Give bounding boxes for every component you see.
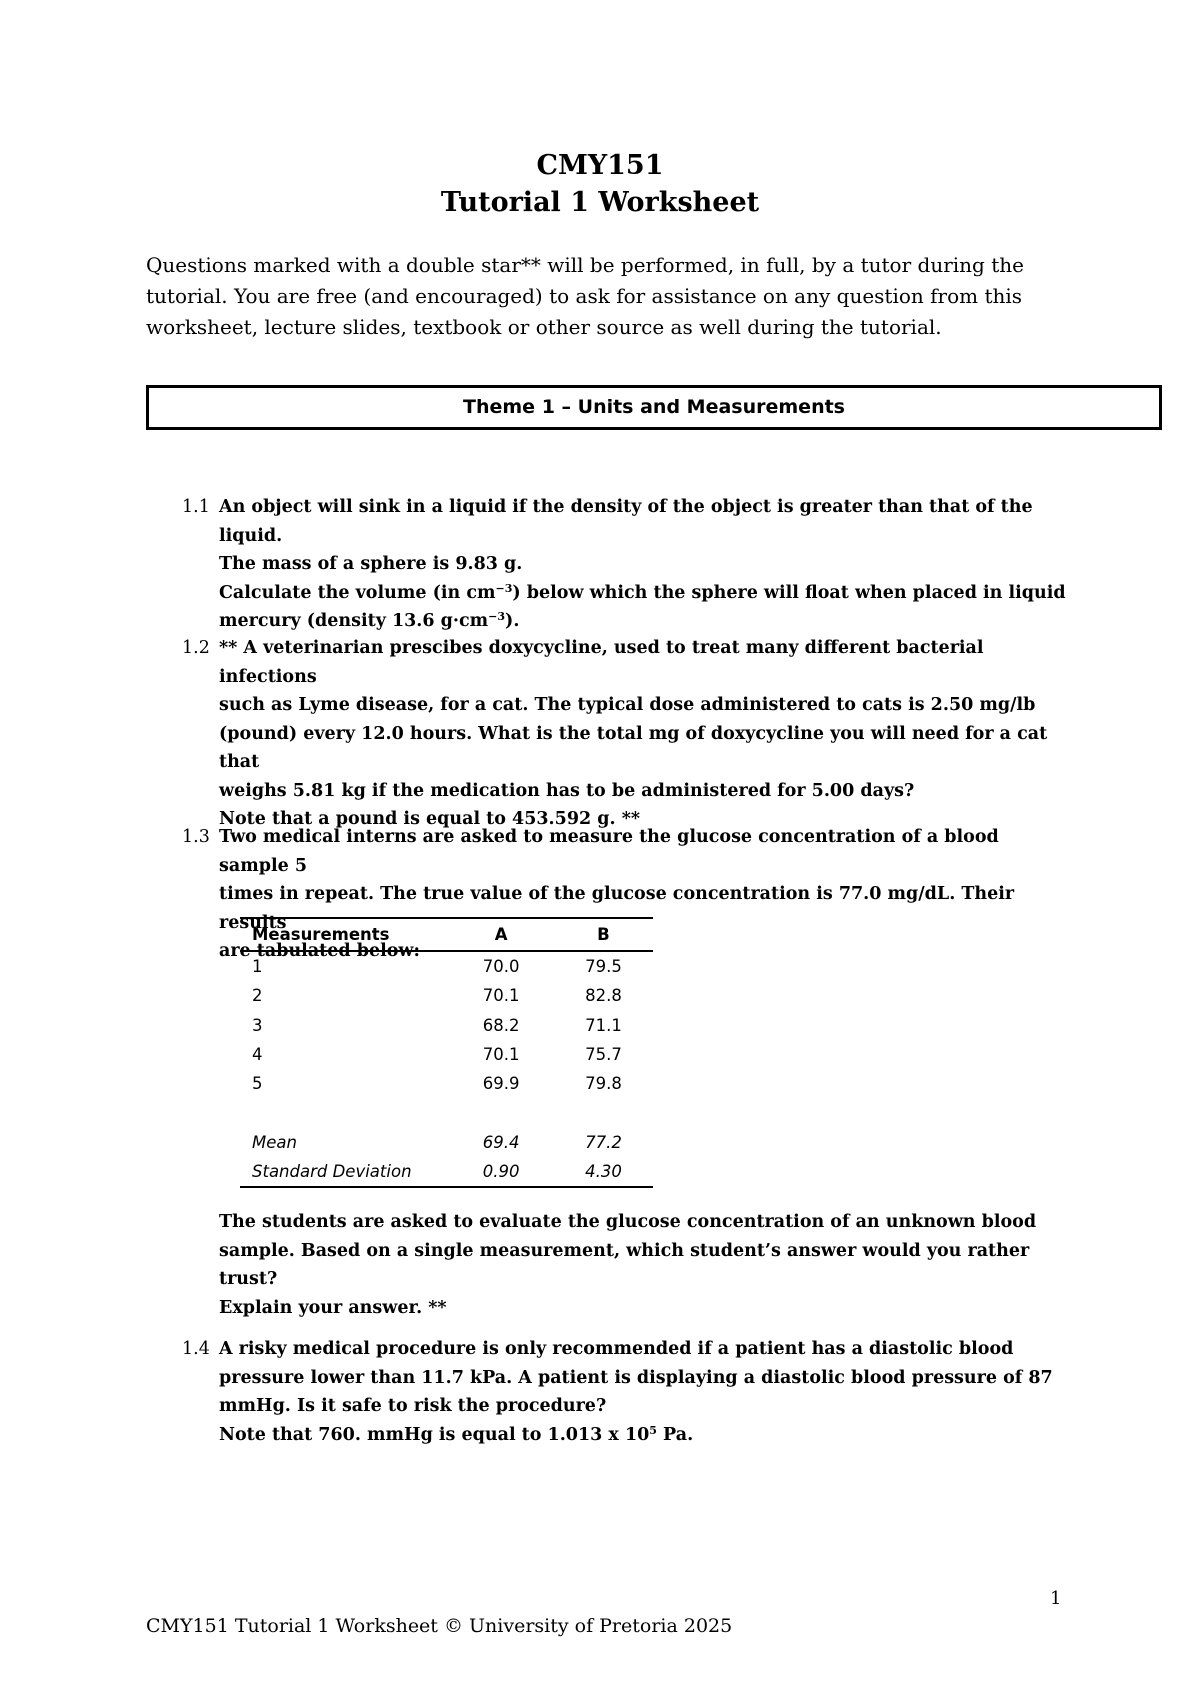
std-deviation-row — [240, 1157, 653, 1187]
question-line: such as Lyme disease, for a cat. The typical dose administered to cats is 2.50 mg/lb — [219, 695, 1036, 715]
cell-measurement: 4 — [252, 1045, 263, 1065]
question-line: Two medical interns are asked to measure the glucose concentration of a blood sample 5 — [219, 827, 999, 876]
table-header-row — [240, 918, 653, 951]
text-fragment: Note that 760. mmHg is equal to 1.013 x 10 — [219, 1424, 650, 1445]
question-line: An object will sink in a liquid if the density of the object is greater than that of the liquid. — [219, 497, 1033, 546]
question-1-3-followup — [219, 1208, 1069, 1322]
cell-std-label: Standard Deviation — [252, 1162, 412, 1182]
question-number: 1.1 — [182, 497, 210, 517]
table-row — [240, 981, 653, 1010]
question-line — [219, 579, 1069, 608]
question-line: Explain your answer. ** — [219, 1297, 447, 1318]
cell-measurement: 5 — [252, 1074, 263, 1094]
text-fragment: mercury (density 13.6 g·cm — [219, 611, 489, 631]
cell-b: 71.1 — [585, 1015, 622, 1035]
text-fragment: Pa. — [656, 1424, 694, 1445]
question-line: sample. Based on a single measurement, which student’s answer would you rather trust? — [219, 1240, 1030, 1289]
cell-measurement: 2 — [252, 986, 263, 1006]
question-line: Note that a pound is equal to 453.592 g. ** — [219, 809, 640, 829]
table-row — [240, 1069, 653, 1098]
question-line: A risky medical procedure is only recommended if a patient has a diastolic blood — [219, 1339, 1014, 1359]
question-line: The students are asked to evaluate the glucose concentration of an unknown blood — [219, 1212, 1037, 1232]
course-code-heading: CMY151 — [536, 150, 664, 181]
intro-paragraph: Questions marked with a double star** will be performed, in full, by a tutor during the tutorial. You are free (and encouraged) to ask for assistance on any question from this worksheet, lecture slides, textbook or other source as well during the tutorial. — [146, 253, 1024, 339]
question-line — [219, 607, 1069, 636]
text-fragment: ). — [505, 611, 520, 631]
table-row — [240, 951, 653, 981]
question-text — [219, 493, 1069, 636]
question-number: 1.4 — [182, 1339, 210, 1359]
question-line: times in repeat. The true value of the glucose concentration is 77.0 mg/dL. Their results — [219, 884, 1015, 933]
cell-measurement: 1 — [252, 957, 263, 977]
superscript: 5 — [649, 1423, 657, 1437]
cell-mean-b: 77.2 — [585, 1132, 622, 1152]
question-line — [219, 1421, 1069, 1450]
table-spacer-row — [240, 1098, 653, 1127]
superscript: −3 — [488, 610, 506, 623]
table-row — [240, 1011, 653, 1040]
question-number: 1.3 — [182, 827, 210, 847]
question-number: 1.2 — [182, 638, 210, 658]
text-fragment: ) below which the sphere will float when placed in liquid — [512, 582, 1066, 603]
page-number: 1 — [1050, 1588, 1062, 1609]
cell-measurement: 3 — [252, 1015, 263, 1035]
header-b: B — [597, 925, 610, 944]
header-a: A — [494, 925, 508, 944]
question-line: The mass of a sphere is 9.83 g. — [219, 554, 523, 574]
cell-a: 70.1 — [482, 986, 520, 1006]
question-text — [219, 634, 1069, 834]
cell-a: 70.0 — [482, 957, 520, 977]
header-measurements: Measurements — [252, 925, 390, 944]
question-text — [219, 1335, 1069, 1449]
empty-cell — [554, 1098, 653, 1127]
cell-mean-label: Mean — [252, 1132, 297, 1152]
results-table — [240, 917, 653, 1188]
question-line: ** A veterinarian prescibes doxycycline, used to treat many different bacterial infections — [219, 638, 984, 687]
mean-row — [240, 1128, 653, 1157]
question-line: mmHg. Is it safe to risk the procedure? — [219, 1396, 607, 1416]
cell-std-a: 0.90 — [482, 1162, 520, 1182]
glucose-results-table — [240, 917, 653, 1188]
theme-title: Theme 1 – Units and Measurements — [463, 396, 845, 418]
cell-b: 75.7 — [585, 1045, 622, 1065]
text-fragment: Calculate the volume (in cm — [219, 582, 496, 603]
question-line: weighs 5.81 kg if the medication has to be administered for 5.00 days? — [219, 780, 915, 801]
cell-std-b: 4.30 — [585, 1162, 622, 1182]
question-line: (pound) every 12.0 hours. What is the total mg of doxycycline you will need for a cat that — [219, 723, 1048, 772]
question-line: pressure lower than 11.7 kPa. A patient is displaying a diastolic blood pressure of 87 — [219, 1367, 1053, 1388]
cell-b: 82.8 — [585, 986, 622, 1006]
theme-heading-box — [146, 385, 1162, 430]
table-row — [240, 1040, 653, 1069]
empty-cell — [240, 1098, 448, 1127]
cell-a: 70.1 — [482, 1045, 520, 1065]
superscript: −3 — [495, 581, 513, 595]
empty-cell — [448, 1098, 554, 1127]
cell-mean-a: 69.4 — [482, 1132, 520, 1152]
cell-a: 68.2 — [482, 1015, 520, 1035]
question-line: are tabulated below: — [219, 941, 420, 961]
cell-b: 79.5 — [585, 957, 622, 977]
footer-copyright: CMY151 Tutorial 1 Worksheet © University of Pretoria 2025 — [146, 1615, 733, 1637]
worksheet-title: Tutorial 1 Worksheet — [440, 187, 760, 218]
cell-b: 79.8 — [585, 1074, 622, 1094]
cell-a: 69.9 — [482, 1074, 520, 1094]
